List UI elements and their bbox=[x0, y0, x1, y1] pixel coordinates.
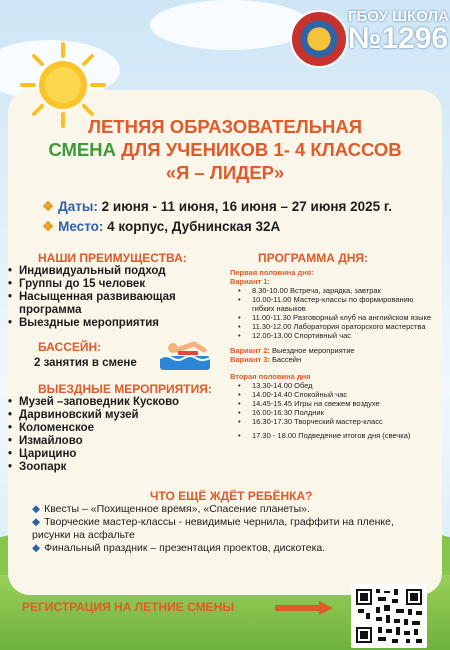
schedule-item: • 12.00-13.00 Спортивный час bbox=[230, 331, 435, 340]
program-block bbox=[230, 268, 435, 440]
schedule-item: • 13.30-14.00 Обед bbox=[230, 381, 435, 390]
list-item: • Коломенское bbox=[8, 422, 208, 435]
list-item: • Насыщенная развивающая программа bbox=[8, 291, 208, 317]
place-row: ❖ Место: 4 корпус, Дубнинская 32А bbox=[42, 219, 281, 234]
arrow-right-icon bbox=[275, 601, 333, 615]
list-item: • Индивидуальный подход bbox=[8, 265, 208, 278]
diamond-icon: ◆ bbox=[32, 503, 41, 515]
advantages-heading: НАШИ ПРЕИМУЩЕСТВА: bbox=[38, 251, 187, 265]
school-number: №1296 bbox=[348, 22, 449, 55]
first-half-list bbox=[230, 286, 435, 340]
list-item: • Дарвиновский музей bbox=[8, 409, 208, 422]
pool-text: 2 занятия в смене bbox=[34, 357, 137, 369]
title-line-2: СМЕНА ДЛЯ УЧЕНИКОВ 1- 4 КЛАССОВ bbox=[48, 139, 402, 160]
cloud bbox=[150, 0, 310, 50]
advantages-list bbox=[8, 265, 208, 330]
schedule-item: • 10.00-11.00 Мастер-классы по формированию гибких навыков bbox=[230, 295, 435, 313]
diamond-icon: ◆ bbox=[32, 542, 41, 554]
schedule-item: • 11.00-11.30 Разговорный клуб на английском языке bbox=[230, 313, 435, 322]
title-line-3: «Я – ЛИДЕР» bbox=[165, 162, 285, 183]
title-highlight: СМЕНА bbox=[48, 139, 116, 160]
trips-heading: ВЫЕЗДНЫЕ МЕРОПРИЯТИЯ: bbox=[38, 382, 212, 396]
variant-1-label: Вариант 1: bbox=[230, 277, 270, 286]
title-line-1: ЛЕТНЯЯ ОБРАЗОВАТЕЛЬНАЯ bbox=[87, 116, 363, 137]
swimmer-icon bbox=[160, 336, 210, 370]
schedule-item: • 14.00-14.40 Спокойный час bbox=[230, 390, 435, 399]
schedule-item: • 17.30 - 18.00 Подведение итогов дня (свечка) bbox=[230, 431, 435, 440]
variant-3-row: Вариант 3: Бассейн bbox=[230, 355, 302, 364]
second-half-list bbox=[230, 381, 435, 440]
schedule-item: • 8.30-10.00 Встреча, зарядка, завтрак bbox=[230, 286, 435, 295]
school-logo-icon bbox=[290, 10, 348, 68]
trips-list bbox=[8, 396, 208, 474]
pool-heading: БАССЕЙН: bbox=[38, 340, 102, 354]
list-item: • Царицино bbox=[8, 448, 208, 461]
schedule-item: • 11.30-12.00 Лаборатория ораторского мастерства bbox=[230, 322, 435, 331]
list-item: • Измайлово bbox=[8, 435, 208, 448]
second-half-label: Вторая половина дня bbox=[230, 372, 311, 381]
dates-row: ❖ Даты: 2 июня - 11 июня, 16 июня – 27 июня 2025 г. bbox=[42, 199, 392, 214]
diamond-icon: ❖ bbox=[42, 219, 55, 234]
list-item: • Выездные мероприятия bbox=[8, 317, 208, 330]
extras-item: ◆ Финальный праздник – презентация проектов, дискотека. bbox=[32, 542, 326, 554]
list-item: • Группы до 15 человек bbox=[8, 278, 208, 291]
diamond-icon: ❖ bbox=[42, 199, 55, 214]
extras-item: ◆ Квесты – «Похищенное время», «Спасение планеты». bbox=[32, 503, 310, 515]
schedule-item: • 16.30-17.30 Творческий мастер-класс bbox=[230, 417, 435, 426]
school-name: ГБОУ ШКОЛА bbox=[348, 8, 449, 25]
schedule-item: • 16.00-16.30 Полдник bbox=[230, 408, 435, 417]
variant-2-row: Вариант 2: Выездное мероприятие bbox=[230, 346, 355, 355]
list-item: • Зоопарк bbox=[8, 461, 208, 474]
extras-list bbox=[32, 503, 432, 555]
list-item: • Музей –заповедник Кусково bbox=[8, 396, 208, 409]
diamond-icon: ◆ bbox=[32, 516, 41, 528]
program-heading: ПРОГРАММА ДНЯ: bbox=[258, 251, 369, 265]
extras-item: ◆ Творческие мастер-классы - невидимые чернила, граффити на пленке, рисунки на асфальте bbox=[32, 516, 394, 541]
first-half-label: Первая половина дня: bbox=[230, 268, 314, 277]
registration-link[interactable]: РЕГИСТРАЦИЯ НА ЛЕТНИЕ СМЕНЫ bbox=[22, 600, 235, 614]
qr-code-icon[interactable] bbox=[351, 584, 427, 648]
schedule-item: • 14.45-15.45 Игры на свежем воздухе bbox=[230, 399, 435, 408]
extras-heading: ЧТО ЕЩЁ ЖДЁТ РЕБЁНКА? bbox=[150, 489, 313, 503]
